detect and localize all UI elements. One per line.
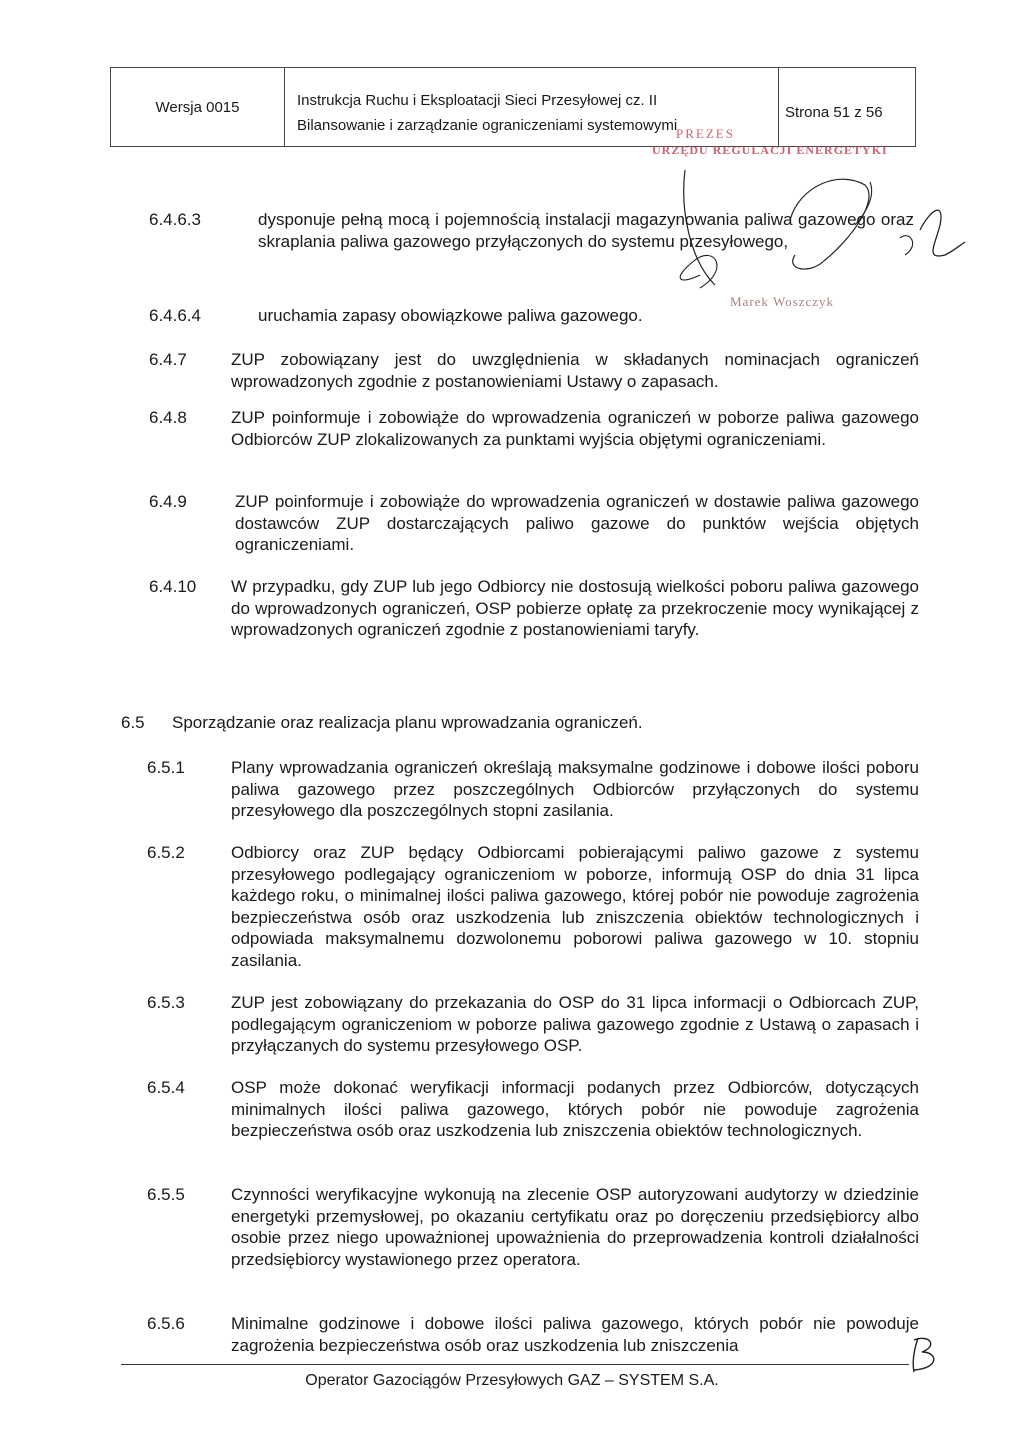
document-header [110,67,916,147]
section-text: ZUP poinformuje i zobowiąże do wprowadzenia ograniczeń w poborze paliwa gazowego Odbiorców ZUP zlokalizowanych za punktami wyjścia objętymi ograniczeniami. [231,408,919,449]
section-number: 6.5.4 [147,1078,185,1097]
header-title-line1: Instrukcja Ruchu i Eksploatacji Sieci Przesyłowej cz. II [297,92,658,109]
page-number: Strona 51 z 56 [785,104,883,121]
section-text: dysponuje pełną mocą i pojemnością instalacji magazynowania paliwa gazowego oraz skraplania paliwa gazowego przyłączonych do systemu przesyłowego, [258,210,914,251]
page-number-cell [778,68,917,146]
section-text: ZUP jest zobowiązany do przekazania do OSP do 31 lipca informacji o Odbiorcach ZUP, podlegającym ograniczeniom w poborze paliwa gazowego zgodnie z Ustawą o zapasach i przyłączanych do systemu przesyłowego OSP. [231,993,919,1055]
section-text: Czynności weryfikacyjne wykonują na zlecenie OSP autoryzowani audytorzy w dziedzinie energetyki przemysłowej, po okazaniu certyfikatu oraz po doręczeniu przedsiębiorcy albo osobie przez niego upoważnionej upoważnienia do przeprowadzenia kontroli działalności przedsiębiorcy wystawionego przez operatora. [231,1185,919,1269]
section-text: uruchamia zapasy obowiązkowe paliwa gazowego. [258,306,643,325]
section-number: 6.4.10 [149,577,197,596]
section-number: 6.4.6.4 [149,306,201,325]
section-number: 6.4.9 [149,492,187,511]
section-text: W przypadku, gdy ZUP lub jego Odbiorcy nie dostosują wielkości poboru paliwa gazowego do wprowadzonych ograniczeń, OSP pobierze opłatę za przekroczenie mocy wynikającej z wprowadzonych ograniczeń zgodnie z postanowieniami taryfy. [231,577,919,639]
section-number: 6.5.6 [147,1314,185,1333]
stamp-prezes: PREZES [676,126,735,141]
footer-divider [121,1364,909,1365]
section-number: 6.5.5 [147,1185,185,1204]
section-text: Odbiorcy oraz ZUP będący Odbiorcami pobierającymi paliwo gazowe z systemu przesyłowego podlegający ograniczeniom w poborze, informują OSP do dnia 31 lipca każdego roku, o minimalnej ilości paliwa gazowego, której pobór nie powoduje zagrożenia bezpieczeństwa osób oraz uszkodzenia lub zniszczenia obiektów technologicznych i odpowiada maksymalnemu dozwolonemu poborowi paliwa gazowego w 10. stopniu zasilania. [231,843,919,970]
section-number: 6.5.1 [147,758,185,777]
section-number: 6.4.7 [149,350,187,369]
footer-company: Operator Gazociągów Przesyłowych GAZ – SYSTEM S.A. [305,1372,719,1389]
section-number: 6.5 [121,713,145,732]
section-text: OSP może dokonać weryfikacji informacji podanych przez Odbiorców, dotyczących minimalnych ilości paliwa gazowego, których pobór nie powoduje zagrożenia bezpieczeństwa osób oraz uszkodzenia lub zniszczenia obiektów technologicznych. [231,1078,919,1140]
stamp-name: Marek Woszczyk [730,294,835,309]
header-title-line2: Bilansowanie i zarządzanie ograniczeniami systemowymi [297,117,678,134]
section-number: 6.4.6.3 [149,210,201,229]
section-text: ZUP zobowiązany jest do uwzględnienia w składanych nominacjach ograniczeń wprowadzonych zgodnie z postanowieniami Ustawy o zapasach. [231,350,919,391]
section-text: Minimalne godzinowe i dobowe ilości paliwa gazowego, których pobór nie powoduje zagrożenia bezpieczeństwa osób oraz uszkodzenia lub zniszczenia [231,1314,919,1355]
section-number: 6.4.8 [149,408,187,427]
stamp-office: URZĘDU REGULACJI ENERGETYKI [652,143,888,157]
section-text: ZUP poinformuje i zobowiąże do wprowadzenia ograniczeń w dostawie paliwa gazowego dostawców ZUP dostarczających paliwo gazowe do punktów wejścia objętych ograniczeniami. [235,492,919,554]
section-number: 6.5.2 [147,843,185,862]
section-text: Plany wprowadzania ograniczeń określają maksymalne godzinowe i dobowe ilości poboru paliwa gazowego przez poszczególnych Odbiorców przyłączonych do systemu przesyłowego dla poszczególnych stopni zasilania. [231,758,919,820]
header-title [297,88,677,138]
section-number: 6.5.3 [147,993,185,1012]
version-label: Wersja 0015 [111,68,285,146]
section-heading: Sporządzanie oraz realizacja planu wprowadzania ograniczeń. [172,713,643,732]
